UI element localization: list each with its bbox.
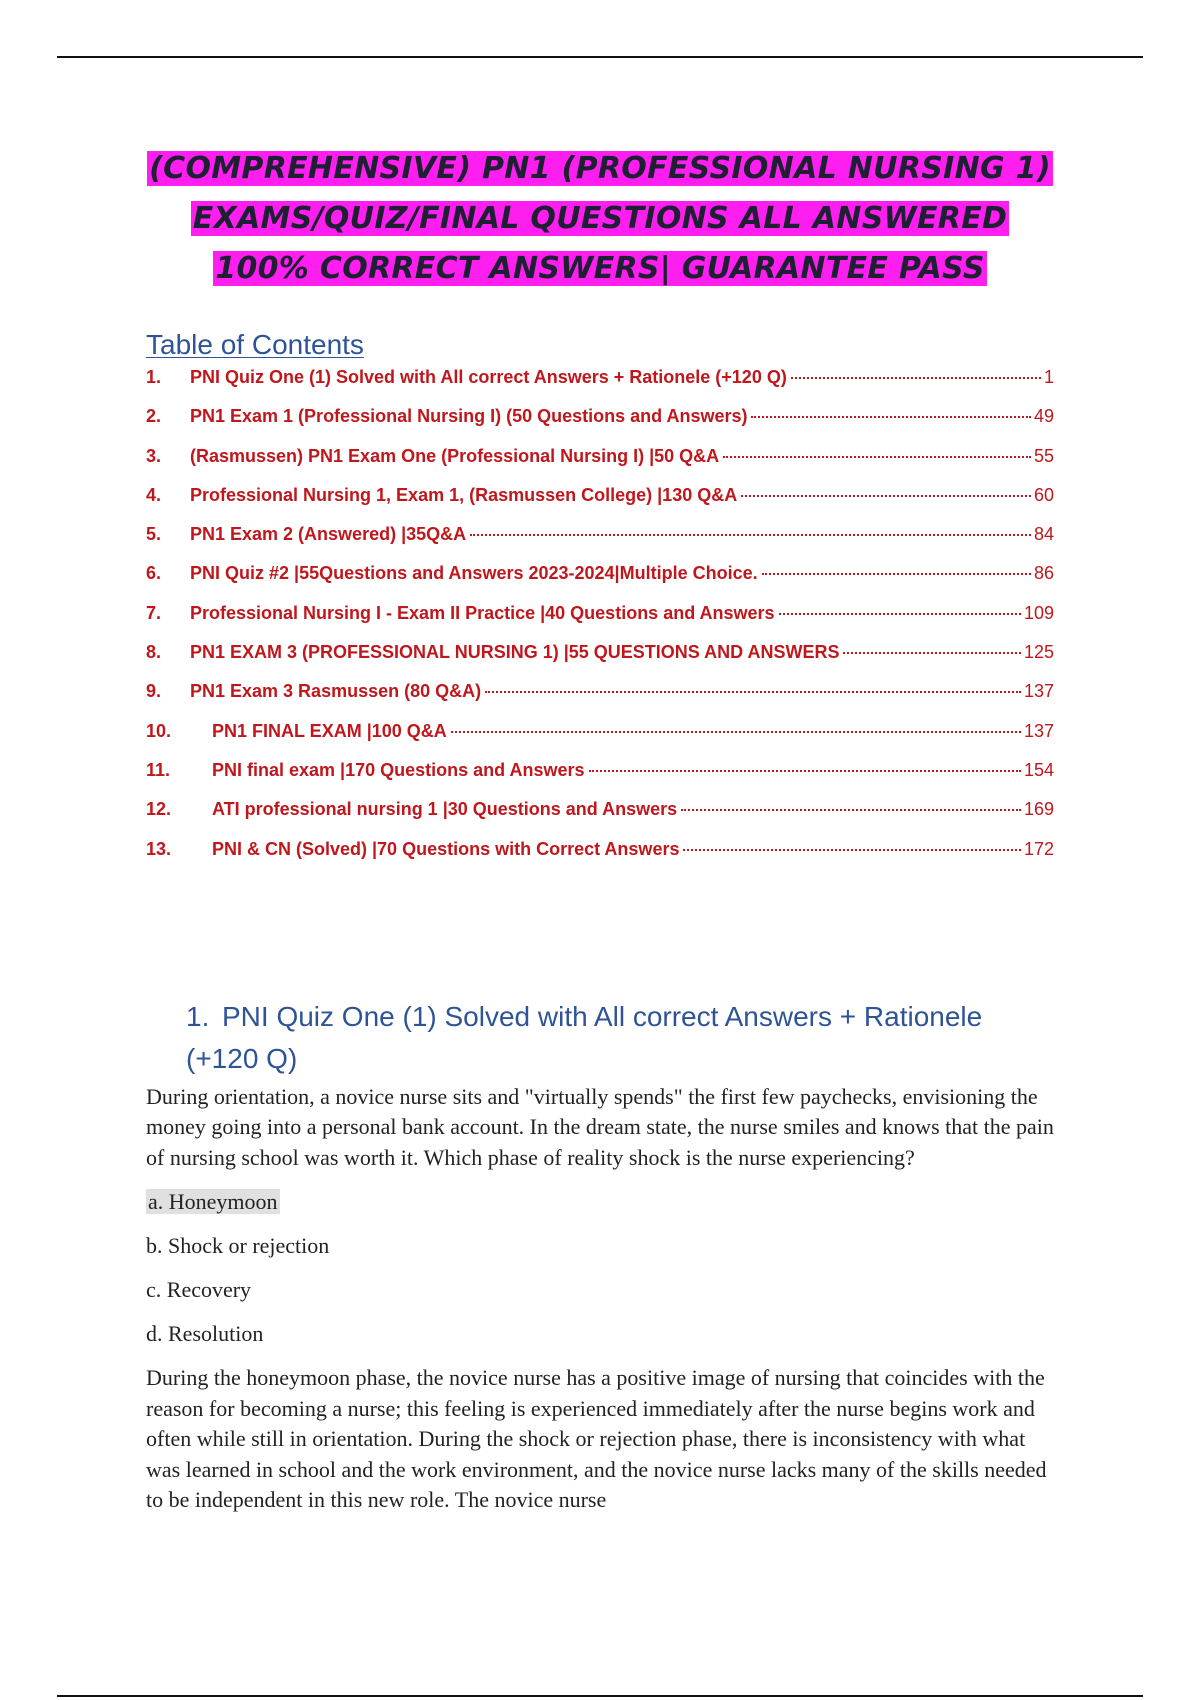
- toc-dot-leader: [470, 534, 1031, 536]
- toc-dot-leader: [779, 613, 1021, 615]
- toc-entry-page: 1: [1043, 367, 1054, 387]
- bottom-rule: [57, 1695, 1143, 1697]
- toc-entry-title: PN1 Exam 2 (Answered) |35Q&A: [190, 524, 467, 545]
- rationale-text: During the honeymoon phase, the novice nurse has a positive image of nursing that coincides with the reason for becoming a nurse; this feeling is experienced immediately after the nurse begins work and often while still in orientation. During the shock or rejection phase, there is inconsistency with what was learned in school and the work environment, and the novice nurse lacks many of the skills needed to be independent in this new role. The novice nurse: [146, 1365, 1047, 1513]
- toc-entry-title: PN1 Exam 3 Rasmussen (80 Q&A): [190, 681, 482, 702]
- document-title: (COMPREHENSIVE) PN1 (PROFESSIONAL NURSING 1) EXAMS/QUIZ/FINAL QUESTIONS ALL ANSWERED 100% CORRECT ANSWERS| GUARANTEE PASS: [149, 151, 1051, 286]
- toc-dot-leader: [741, 495, 1031, 497]
- toc-entry-page: 137: [1023, 681, 1054, 702]
- toc-entry[interactable]: [146, 681, 1054, 720]
- toc-entry-title: Professional Nursing 1, Exam 1, (Rasmussen College) |130 Q&A: [190, 484, 738, 505]
- toc-entry-title: PN1 EXAM 3 (PROFESSIONAL NURSING 1) |55 QUESTIONS AND ANSWERS: [190, 642, 840, 663]
- toc-entry-page: 49: [1033, 406, 1054, 427]
- toc-entry-title: ATI professional nursing 1 |30 Questions and Answers: [212, 799, 678, 820]
- toc-entry-number: 11.: [146, 759, 171, 780]
- toc-entry-number: 7.: [146, 602, 162, 623]
- toc-entry-number: 4.: [146, 484, 162, 505]
- toc-entry[interactable]: [146, 563, 1054, 602]
- toc-entry-title: PNI & CN (Solved) |70 Questions with Correct Answers: [212, 838, 680, 859]
- toc-entry-number: 5.: [146, 524, 162, 545]
- toc-entry-number: 6.: [146, 563, 162, 584]
- toc-entry[interactable]: [146, 799, 1054, 838]
- toc-entry[interactable]: [146, 485, 1054, 524]
- toc-entry-page: 86: [1033, 563, 1054, 584]
- answer-option-d: d. Resolution: [146, 1321, 264, 1347]
- toc-entry[interactable]: [146, 721, 1054, 760]
- toc-heading: Table of Contents: [146, 329, 364, 360]
- toc-dot-leader: [451, 731, 1021, 733]
- toc-entry-number: 13.: [146, 838, 172, 859]
- toc-entry-number: 12.: [146, 799, 172, 820]
- toc-dot-leader: [681, 809, 1021, 811]
- document-page: [146, 144, 1054, 1516]
- section-title: PNI Quiz One (1) Solved with All correct Answers + Rationele (+120 Q): [186, 1000, 983, 1074]
- section-heading: [186, 996, 1054, 1080]
- toc-entry-page: 55: [1033, 445, 1054, 466]
- toc-entry-number: 9.: [146, 681, 162, 702]
- toc-entry-title: PN1 FINAL EXAM |100 Q&A: [212, 720, 447, 741]
- toc-entry-page: 172: [1023, 838, 1054, 859]
- toc-dot-leader: [762, 573, 1031, 575]
- toc-entry[interactable]: [146, 760, 1054, 799]
- section-number: 1.: [186, 1000, 210, 1032]
- toc-dot-leader: [791, 377, 1041, 379]
- toc-entry[interactable]: [146, 406, 1054, 445]
- toc-entry[interactable]: [146, 367, 1054, 406]
- toc-entry-title: (Rasmussen) PN1 Exam One (Professional Nursing I) |50 Q&A: [190, 445, 720, 466]
- toc-entry-title: PNI final exam |170 Questions and Answers: [212, 759, 585, 780]
- toc-list: [146, 367, 1054, 878]
- toc-entry[interactable]: [146, 839, 1054, 878]
- toc-entry-page: 125: [1023, 642, 1054, 663]
- toc-entry-number: 8.: [146, 642, 162, 663]
- toc-entry-page: 60: [1033, 484, 1054, 505]
- toc-entry-page: 137: [1023, 720, 1054, 741]
- toc-entry-title: PNI Quiz #2 |55Questions and Answers 2023-2024|Multiple Choice.: [190, 563, 758, 584]
- answer-option-b: b. Shock or rejection: [146, 1233, 330, 1259]
- answer-option-a: a. Honeymoon: [148, 1189, 278, 1215]
- toc-entry-number: 10.: [146, 720, 172, 741]
- toc-entry-page: 169: [1023, 799, 1054, 820]
- toc-entry-page: 109: [1023, 602, 1054, 623]
- toc-entry-page: 84: [1033, 524, 1054, 545]
- toc-dot-leader: [723, 456, 1031, 458]
- toc-entry-number: 2.: [146, 406, 162, 427]
- toc-entry[interactable]: [146, 603, 1054, 642]
- toc-dot-leader: [589, 770, 1021, 772]
- answer-option-c: c. Recovery: [146, 1277, 252, 1303]
- toc-entry-title: PNI Quiz One (1) Solved with All correct Answers + Rationele (+120 Q): [190, 367, 787, 387]
- top-rule: [57, 56, 1143, 58]
- toc-dot-leader: [683, 849, 1020, 851]
- toc-entry-page: 154: [1023, 759, 1054, 780]
- toc-dot-leader: [751, 416, 1030, 418]
- toc-entry-number: 1.: [146, 367, 162, 387]
- toc-entry[interactable]: [146, 524, 1054, 563]
- toc-dot-leader: [485, 691, 1021, 693]
- toc-entry-title: Professional Nursing I - Exam II Practice |40 Questions and Answers: [190, 602, 775, 623]
- toc-entry[interactable]: [146, 446, 1054, 485]
- toc-dot-leader: [843, 652, 1020, 654]
- toc-entry-title: PN1 Exam 1 (Professional Nursing I) (50 Questions and Answers): [190, 406, 748, 427]
- toc-entry[interactable]: [146, 642, 1054, 681]
- toc-entry-number: 3.: [146, 445, 162, 466]
- question-text: During orientation, a novice nurse sits and "virtually spends" the first few paychecks, envisioning the money going into a personal bank account. In the dream state, the nurse smiles and knows that the pain of nursing school was worth it. Which phase of reality shock is the nurse experiencing?: [146, 1083, 1054, 1170]
